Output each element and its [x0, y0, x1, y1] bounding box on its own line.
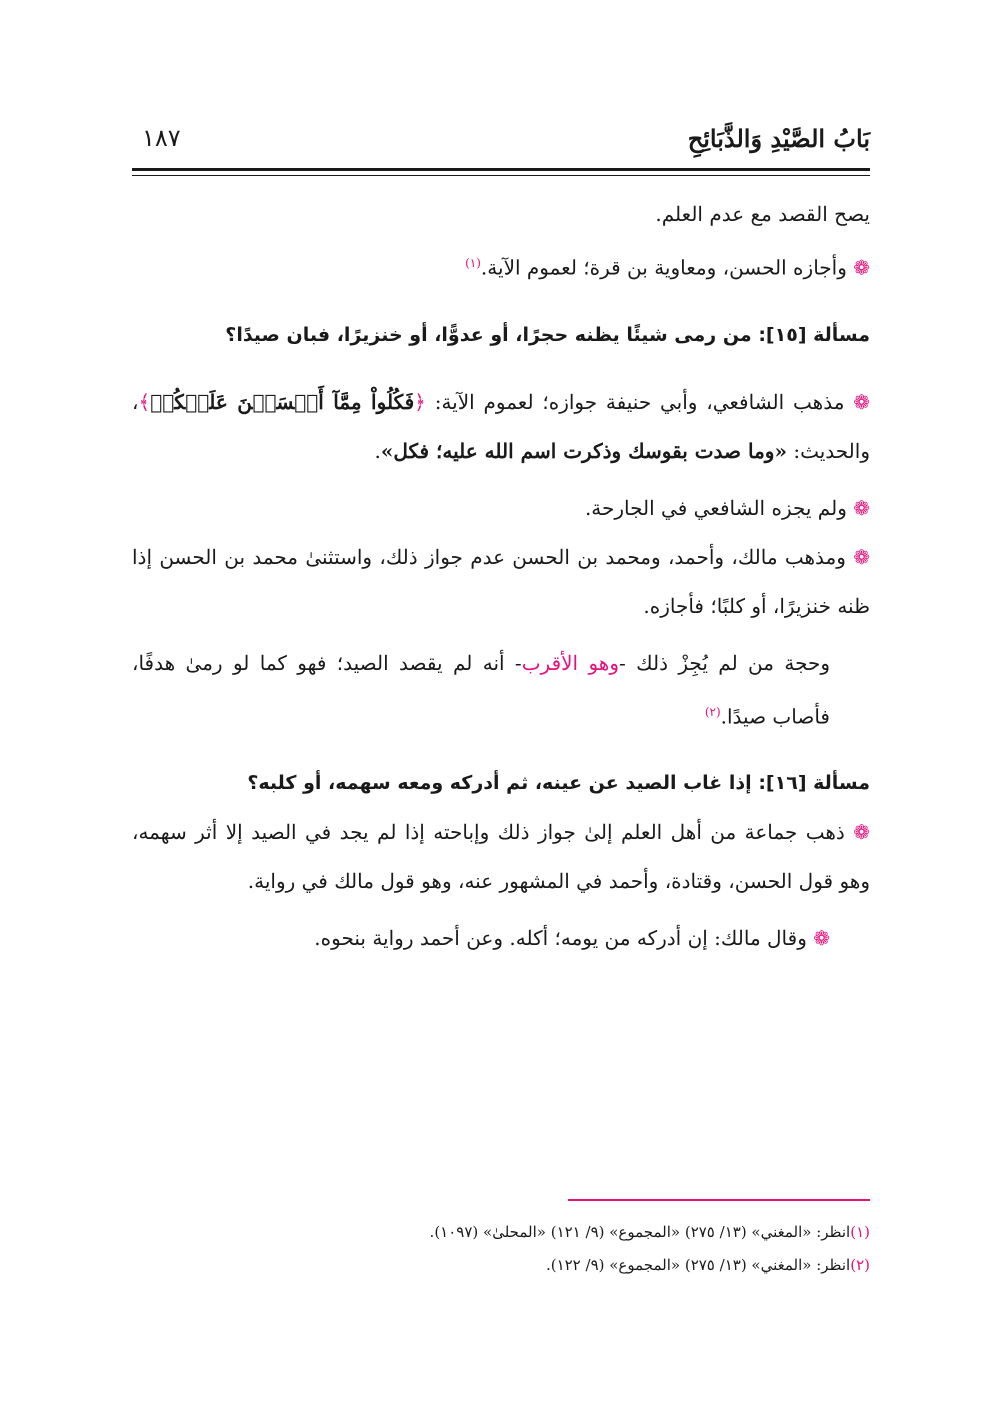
flower-icon: ❁: [853, 389, 870, 414]
paragraph-6: وحجة من لم يُجِزْ ذلك -وهو الأقرب- أنه لم يقصد الصيد؛ فهو كما لو رمىٰ هدفًا، فأصاب صيدًا.$^{(٢)}$: [132, 650, 831, 729]
question-text: إذا غاب الصيد عن عينه، ثم أدركه ومعه سهمه، أو كلبه؟: [247, 772, 752, 795]
paragraph-5: ❁ ومذهب مالك، وأحمد، ومحمد بن الحسن عدم جواز ذلك، واستثنىٰ محمد بن الحسن إذا ظنه خنزيرًا، أو كلبًا؛ فأجازه.: [132, 544, 871, 618]
paragraph-8: ❁ وقال مالك: إن أدركه من يومه؛ أكله. وعن أحمد رواية بنحوه.: [314, 926, 830, 951]
question-label: مسألة [١٥]:: [758, 323, 870, 346]
paragraph-2: ❁ وأجازه الحسن، ومعاوية بن قرة؛ لعموم الآية.$^{(١)}$: [465, 255, 870, 280]
footnote-2: (٢)انظر: «المغني» (١٣/ ٢٧٥) «المجموع» (٩/ ١٢٢).: [545, 1256, 870, 1274]
page-header: [132, 118, 870, 168]
question-15: [132, 311, 870, 360]
header-rule-thin: [132, 175, 870, 176]
footnote-ref[interactable]: (٢): [704, 704, 721, 719]
main-text: [132, 190, 870, 963]
flower-icon: ❁: [853, 255, 870, 280]
paragraph-1: يصح القصد مع عدم العلم.: [655, 202, 870, 226]
flower-icon: ❁: [853, 544, 871, 569]
footnotes: [132, 1216, 870, 1282]
highlighted-phrase: وهو الأقرب: [521, 650, 620, 675]
paragraph-4: ❁ ولم يجزه الشافعي في الجارحة.: [584, 495, 870, 520]
question-text: من رمى شيئًا يظنه حجرًا، أو عدوًّا، أو خنزيرًا، فبان صيدًا؟: [225, 323, 752, 346]
flower-icon: ❁: [853, 820, 871, 845]
paragraph-3: ❁ مذهب الشافعي، وأبي حنيفة جوازه؛ لعموم الآية: ﴿فَكُلُواْ مِمَّآ أَمۡسَكۡنَ عَلَيۡكُمۡ﴾، والحديث: «وما صدت بقوسك وذكرت اسم الله عليه؛ فكل».: [132, 389, 870, 463]
footnote-ref[interactable]: (١): [465, 256, 481, 270]
flower-icon: ❁: [853, 495, 870, 520]
question-label: مسألة [١٦]:: [758, 772, 870, 795]
flower-icon: ❁: [813, 926, 830, 951]
footnote-separator: [568, 1199, 870, 1201]
page-number: ١٨٧: [142, 124, 181, 152]
chapter-title: بَابُ الصَّيْدِ وَالذَّبَائِحِ: [687, 124, 870, 153]
quran-bracket-close: ﴾: [138, 389, 151, 414]
question-16: [132, 759, 870, 808]
paragraph-7: ❁ ذهب جماعة من أهل العلم إلىٰ جواز ذلك وإباحته إذا لم يجد في الصيد إلا أثر سهمه، وهو قول الحسن، وقتادة، وأحمد في المشهور عنه، وهو قول مالك في رواية.: [132, 820, 871, 894]
hadith-quote: «وما صدت بقوسك وذكرت اسم الله عليه؛ فكل»: [380, 438, 787, 463]
footnote-1: (١)انظر: «المغني» (١٣/ ٢٧٥) «المجموع» (٩/ ١٢١) «المحلىٰ» (١٠٩٧).: [429, 1223, 870, 1241]
quran-verse: فَكُلُواْ مِمَّآ أَمۡسَكۡنَ عَلَيۡكُمۡ: [150, 389, 415, 414]
header-rule-thick: [132, 168, 870, 171]
quran-bracket-open: ﴿: [414, 389, 426, 414]
